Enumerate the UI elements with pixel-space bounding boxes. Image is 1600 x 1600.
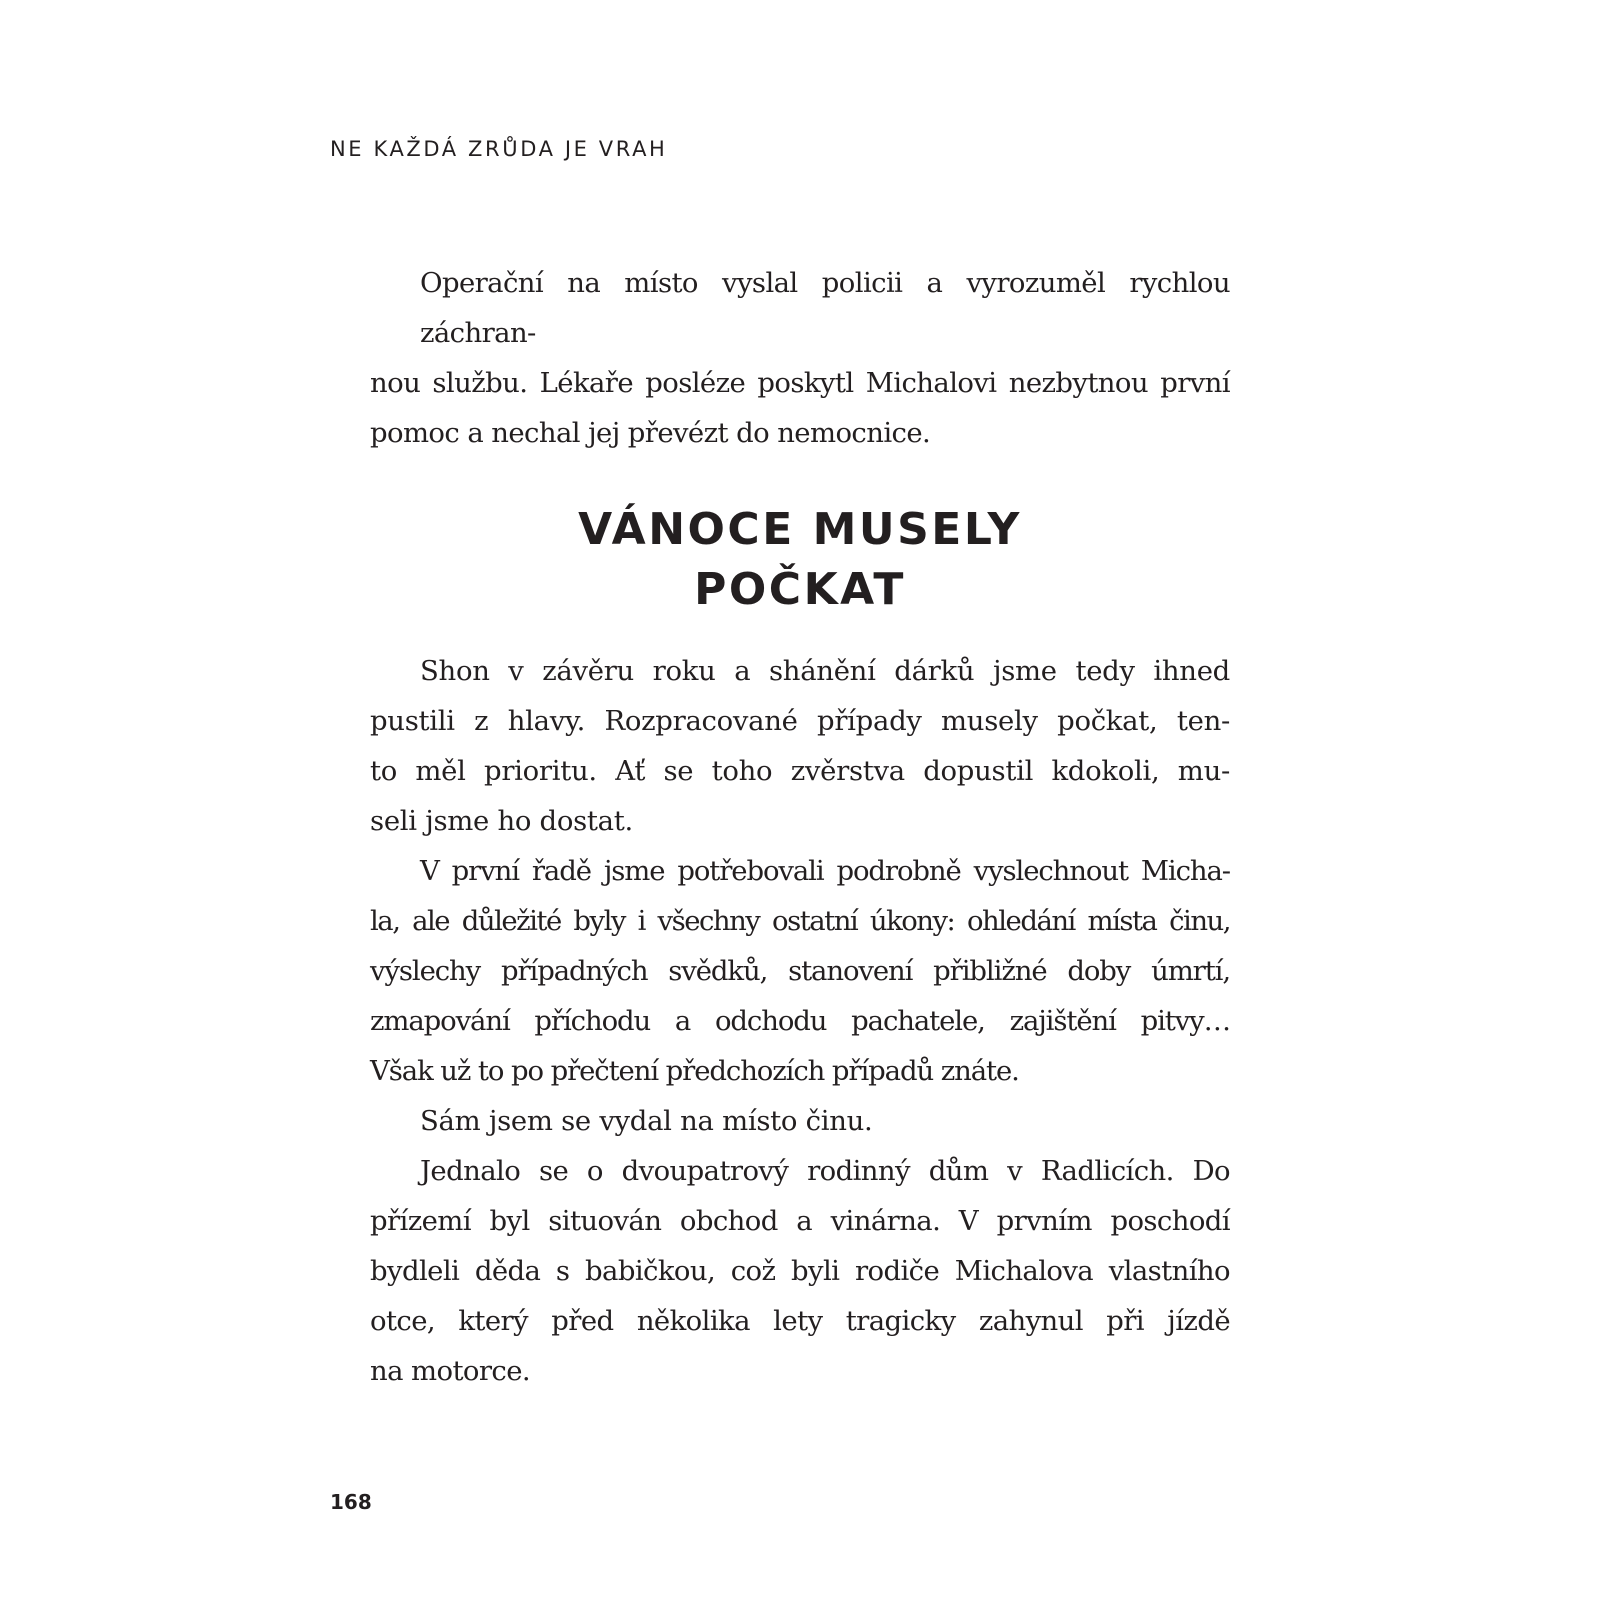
text-line: Operační na místo vyslal policii a vyrozuměl rychlou záchran- (420, 267, 1230, 349)
text-line: zmapování příchodu a odchodu pachatele, zajištění pitvy… (370, 1005, 1230, 1037)
text-line: nou službu. Lékaře posléze poskytl Michalovi nezbytnou první (370, 367, 1230, 399)
section-heading-line: VÁNOCE MUSELY (578, 504, 1022, 555)
text-line: pustili z hlavy. Rozpracované případy musely počkat, ten- (370, 705, 1230, 737)
text-line: Sám jsem se vydal na místo činu. (420, 1105, 873, 1137)
text-line: Však už to po přečtení předchozích případů znáte. (370, 1055, 1019, 1087)
text-line: pomoc a nechal jej převézt do nemocnice. (370, 417, 931, 449)
paragraph (370, 1096, 1230, 1146)
section-heading-line: POČKAT (694, 564, 906, 615)
text-line: na motorce. (370, 1355, 531, 1387)
text-line: přízemí byl situován obchod a vinárna. V prvním poschodí (370, 1205, 1230, 1237)
text-line: Jednalo se o dvoupatrový rodinný dům v Radlicích. Do (420, 1155, 1230, 1187)
section-heading (370, 500, 1230, 620)
text-line: la, ale důležité byly i všechny ostatní úkony: ohledání místa činu, (370, 905, 1230, 937)
text-line: otce, který před několika lety tragicky zahynul při jízdě (370, 1305, 1230, 1337)
text-line: bydleli děda s babičkou, což byli rodiče Michalova vlastního (370, 1255, 1230, 1287)
paragraph (370, 1146, 1230, 1396)
running-head: NE KAŽDÁ ZRŮDA JE VRAH (330, 137, 668, 161)
text-line: výslechy případných svědků, stanovení přibližné doby úmrtí, (370, 955, 1230, 987)
text-line: to měl prioritu. Ať se toho zvěrstva dopustil kdokoli, mu- (370, 755, 1230, 787)
paragraph (370, 646, 1230, 846)
paragraph (370, 846, 1230, 1096)
text-line: seli jsme ho dostat. (370, 805, 633, 837)
intro-paragraph (370, 258, 1230, 458)
text-line: V první řadě jsme potřebovali podrobně vyslechnout Micha- (420, 855, 1230, 887)
page-number: 168 (330, 1490, 372, 1514)
text-line: Shon v závěru roku a shánění dárků jsme tedy ihned (420, 655, 1230, 687)
